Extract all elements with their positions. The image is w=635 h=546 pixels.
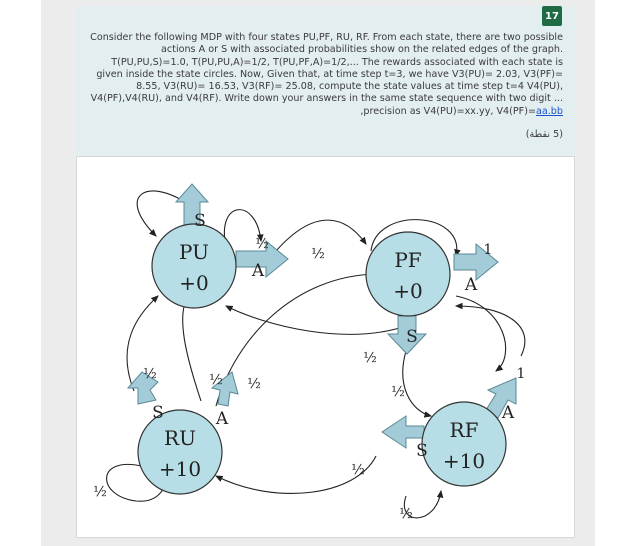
- action-label-pu-s: S: [194, 211, 206, 231]
- action-label-pu-a: A: [251, 261, 265, 281]
- action-label-rf-s: S: [416, 441, 428, 461]
- prob-pf-s-rf: ½: [391, 384, 405, 400]
- edge-ru-a-pf: [216, 274, 376, 406]
- prob-ru-a-pu: ½: [209, 372, 223, 388]
- prob-pu-a-self: ½: [255, 236, 269, 252]
- prob-rf-s-self: ½: [399, 506, 413, 522]
- prob-ru-s-pu: ½: [143, 366, 157, 382]
- mdp-diagram: [76, 156, 575, 538]
- state-reward-rf: +10: [442, 449, 486, 473]
- edge-ru-a-pu: [183, 296, 201, 401]
- state-circle-pu: [152, 224, 236, 308]
- prob-ru-a-pf: ½: [247, 376, 261, 392]
- question-body: Consider the following MDP with four states PU,PF, RU, RF. From each state, there are two possible actions A or S with associated probabilities show on the related edges of the graph. T(PU,PU,S)=1.0, T(PU,PU,A)=1/2, T(PU,PF,A)=1/2,... The rewards associated with each state is given inside the state circles. Now, Given that, at time step t=3, we have V3(PU)= 2.03, V3(PF)= 8.55, V3(RU)= 16.53, V3(RF)= 25.08, compute the state values at time step t=4 V4(PU), V4(PF),V4(RU), and V4(RF). Write down your answers in the same state sequence with two digit ... ,precision as V4(PU)=xx.yy, V4(PF)=: [90, 32, 563, 117]
- action-label-pf-s: S: [406, 327, 418, 347]
- state-label-pf: PF: [394, 248, 422, 272]
- points-label: (5 نقطة): [525, 129, 563, 140]
- state-label-ru: RU: [164, 426, 196, 450]
- state-circle-pf: [366, 232, 450, 316]
- prob-ru-s-self: ½: [93, 484, 107, 500]
- state-circle-rf: [422, 402, 506, 486]
- prob-pf-s-pu: ½: [363, 350, 377, 366]
- state-reward-pf: +0: [393, 279, 423, 303]
- question-text: [88, 32, 563, 118]
- state-label-rf: RF: [449, 418, 479, 442]
- state-reward-ru: +10: [158, 457, 202, 481]
- action-label-pf-a: A: [464, 275, 478, 295]
- edge-pf-s-rf: [403, 351, 431, 416]
- state-label-pu: PU: [179, 240, 209, 264]
- prob-pf-a-self: 1: [483, 242, 493, 258]
- action-label-rf-a: A: [501, 403, 515, 423]
- prob-rf-a-pf: 1: [516, 366, 526, 382]
- state-circle-ru: [138, 410, 222, 494]
- action-label-ru-s: S: [152, 403, 164, 423]
- question-number-badge: 17: [542, 6, 562, 26]
- edge-pf-s-pu: [226, 306, 406, 334]
- action-label-ru-a: A: [215, 409, 229, 429]
- answer-format-link[interactable]: aa.bb: [536, 105, 563, 117]
- prob-pu-a-pf: ½: [311, 246, 325, 262]
- prob-rf-s-ru: ½: [351, 462, 365, 478]
- state-reward-pu: +0: [179, 271, 209, 295]
